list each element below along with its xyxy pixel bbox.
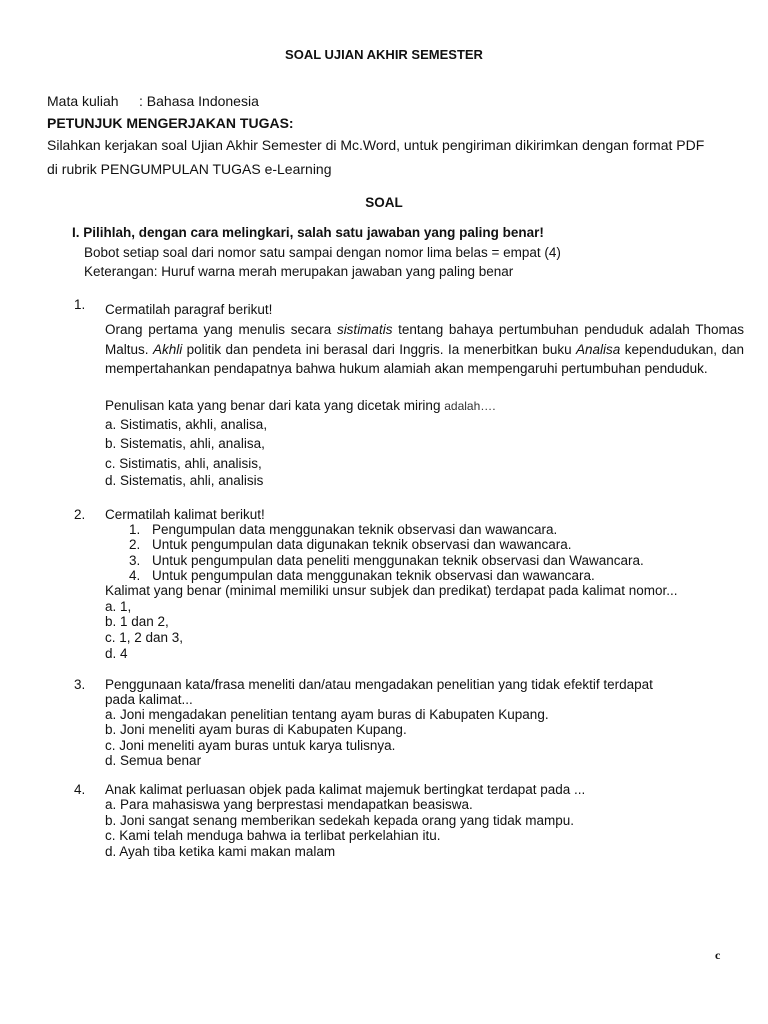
question-4-option-c: c. Kami telah menduga bahwa ia terlibat perkelahian itu.	[105, 828, 441, 843]
corner-mark: c	[715, 948, 721, 962]
question-3-stem-line-2: pada kalimat...	[105, 692, 193, 707]
question-3-number: 3.	[74, 677, 86, 692]
sentence-4-text: Untuk pengumpulan data menggunakan teknik observasi dan wawancara.	[152, 568, 595, 583]
question-1-number: 1.	[74, 297, 86, 312]
question-3-option-c: c. Joni meneliti ayam buras untuk karya tulisnya.	[105, 738, 396, 753]
question-1-paragraph	[105, 320, 744, 379]
stem-text: Penulisan kata yang benar dari kata yang dicetak miring	[105, 398, 441, 413]
sentence-2-text: Untuk pengumpulan data digunakan teknik observasi dan wawancara.	[152, 537, 572, 552]
italic-word: Akhli	[152, 341, 183, 357]
stem-tail: adalah….	[444, 399, 496, 413]
question-2-option-d: d. 4	[105, 646, 128, 661]
page-title: SOAL UJIAN AKHIR SEMESTER	[285, 47, 483, 62]
instructions-line-1: Silahkan kerjakan soal Ujian Akhir Semester di Mc.Word, untuk pengiriman dikirimkan dengan format PDF	[47, 137, 705, 153]
instructions-line-2: di rubrik PENGUMPULAN TUGAS e-Learning	[47, 161, 332, 177]
question-3-option-d: d. Semua benar	[105, 753, 202, 768]
legend-note: Keterangan: Huruf warna merah merupakan jawaban yang paling benar	[84, 264, 514, 279]
course-value: : Bahasa Indonesia	[139, 93, 259, 109]
question-2-prompt: Cermatilah kalimat berikut!	[105, 507, 265, 522]
question-1-option-b: b. Sistematis, ahli, analisa,	[105, 436, 265, 451]
question-4-option-d: d. Ayah tiba ketika kami makan malam	[105, 844, 336, 859]
question-3-option-b: b. Joni meneliti ayam buras di Kabupaten Kupang.	[105, 722, 407, 737]
question-1-prompt: Cermatilah paragraf berikut!	[105, 302, 273, 317]
question-3-stem-line-1: Penggunaan kata/frasa meneliti dan/atau mengadakan penelitian yang tidak efektif terdapat	[105, 677, 653, 692]
question-1-stem	[105, 398, 496, 413]
weight-note: Bobot setiap soal dari nomor satu sampai dengan nomor lima belas = empat (4)	[84, 245, 561, 260]
question-3-option-a: a. Joni mengadakan penelitian tentang ayam buras di Kabupaten Kupang.	[105, 707, 549, 722]
question-4-stem: Anak kalimat perluasan objek pada kalimat majemuk bertingkat terdapat pada ...	[105, 782, 586, 797]
sentence-2-number: 2.	[129, 537, 141, 552]
question-2-option-b: b. 1 dan 2,	[105, 614, 169, 629]
question-2-number: 2.	[74, 507, 86, 522]
paragraph-text: politik dan pendeta ini berasal dari Inggris. Ia menerbitkan buku	[182, 341, 577, 357]
paragraph-text: Orang pertama yang menulis secara	[105, 322, 337, 337]
question-1-option-a: a. Sistimatis, akhli, analisa,	[105, 417, 268, 432]
question-2-stem: Kalimat yang benar (minimal memiliki unsur subjek dan predikat) terdapat pada kalimat nomor...	[105, 583, 678, 598]
question-2-option-c: c. 1, 2 dan 3,	[105, 630, 184, 645]
italic-word: Analisa	[576, 341, 621, 357]
question-4-option-a: a. Para mahasiswa yang berprestasi mendapatkan beasiswa.	[105, 797, 473, 812]
instructions-heading: PETUNJUK MENGERJAKAN TUGAS:	[47, 115, 294, 131]
course-label: Mata kuliah	[47, 93, 119, 109]
question-4-option-b: b. Joni sangat senang memberikan sedekah kepada orang yang tidak mampu.	[105, 813, 575, 828]
sentence-3-number: 3.	[129, 553, 141, 568]
paragraph-text: kependudukan, dan mempertahankan pendapatnya bahwa hukum alamiah akan mempengaruhi pertumbuhan penduduk.	[105, 341, 745, 376]
italic-word: sistimatis	[336, 322, 393, 337]
sentence-1-number: 1.	[129, 522, 141, 537]
part-title: I. Pilihlah, dengan cara melingkari, salah satu jawaban yang paling benar!	[72, 225, 544, 240]
sentence-4-number: 4.	[129, 568, 141, 583]
question-1-option-c: c. Sistimatis, ahli, analisis,	[105, 456, 262, 471]
question-1-option-d: d. Sistematis, ahli, analisis	[105, 473, 264, 488]
sentence-1-text: Pengumpulan data menggunakan teknik observasi dan wawancara.	[152, 522, 558, 537]
paragraph-text: tentang bahaya pertumbuhan penduduk adalah Thomas Maltus.	[105, 322, 744, 357]
section-heading: SOAL	[365, 195, 403, 210]
question-2-option-a: a. 1,	[105, 599, 132, 614]
sentence-3-text: Untuk pengumpulan data peneliti menggunakan teknik observasi dan Wawancara.	[152, 553, 644, 568]
question-4-number: 4.	[74, 782, 86, 797]
